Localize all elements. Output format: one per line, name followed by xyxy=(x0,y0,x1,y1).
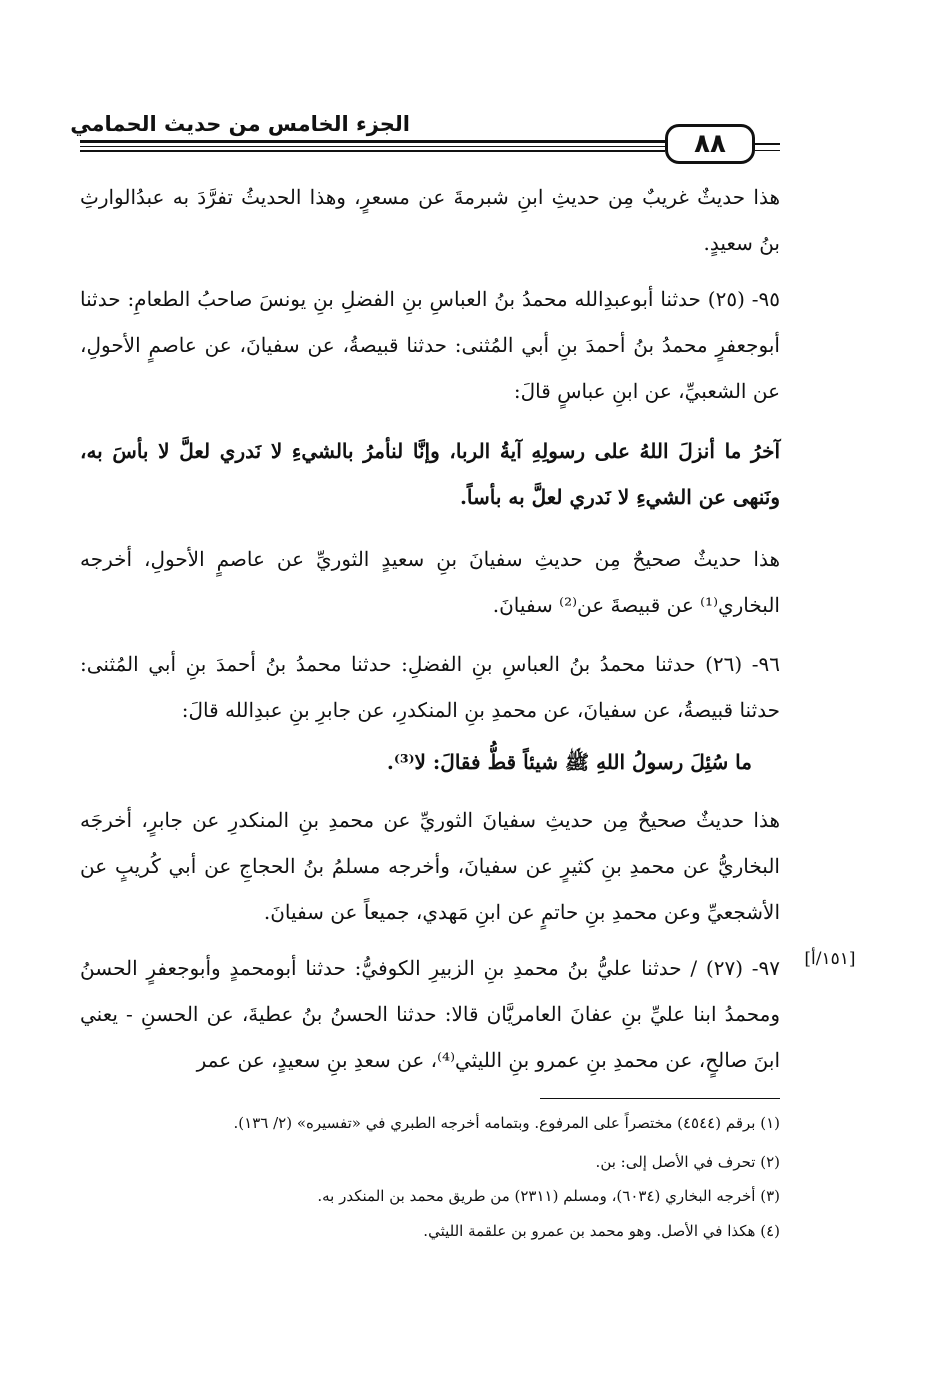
paragraph-hadith-96-chain: ٩٦- (٢٦) حدثنا محمدُ بنُ العباسِ بنِ الفضلِ: حدثنا محمدُ بنُ أحمدَ بنِ أبي المُثنى: حدثنا قبيصةُ، عن سفيانَ، عن محمدِ بنِ المنكدرِ، عن جابرِ بنِ عبدِالله قالَ: xyxy=(80,652,781,722)
footnote: (٣) أخرجه البخاري (٦٠٣٤)، ومسلم (٢٣١١) من طريق محمد بن المنكدر به. xyxy=(317,1187,780,1205)
page-number: ٨٨ xyxy=(665,124,755,164)
paragraph-hadith-96-text: ما سُئِلَ رسولُ اللهِ ﷺ شيئاً قطُّ فقالَ: لا⁽³⁾. xyxy=(386,750,752,774)
header-rule xyxy=(755,150,780,151)
header-rule xyxy=(755,143,780,145)
paragraph-commentary: هذا حديثٌ صحيحٌ مِن حديثِ سفيانَ بنِ سعيدٍ الثوريِّ عن عاصمٍ الأحولِ، أخرجه البخاري⁽¹⁾ عن قبيصةَ عن⁽²⁾ سفيانَ. xyxy=(80,547,780,617)
footnote-separator xyxy=(540,1098,780,1099)
paragraph-hadith-97-chain: ٩٧- (٢٧) / حدثنا عليُّ بنُ محمدِ بنِ الزبيرِ الكوفيُّ: حدثنا أبومحمدٍ وأبوجعفرٍ الحسنُ ومحمدُ ابنا عليِّ بنِ عفانَ العامريَّان قالا: حدثنا الحسنُ بنُ عطيةَ، عن الحسنِ - يعني ابنَ صالحٍ، عن محمدِ بنِ عمرو بنِ الليثي⁽⁴⁾، عن سعدِ بنِ سعيدٍ، عن عمر xyxy=(80,956,780,1072)
manuscript-folio-reference: [١٥١/أ] xyxy=(804,949,856,969)
header-rule xyxy=(80,140,665,143)
footnote: (١) برقم (٤٥٤٤) مختصراً على المرفوع. وبتمامه أخرجه الطبري في «تفسيره» (٢/ ١٣٦). xyxy=(233,1114,780,1132)
paragraph-hadith-95-text: آخرُ ما أنزلَ اللهُ على رسولِهِ آيةُ الربا، وإنَّا لنأمرُ بالشيءِ لا نَدري لعلَّ لا بأسَ به، ونَنهى عن الشيءِ لا نَدري لعلَّ به بأساً. xyxy=(80,439,780,509)
header-rule xyxy=(80,146,665,147)
paragraph-commentary: هذا حديثٌ صحيحٌ مِن حديثِ سفيانَ الثوريِّ عن محمدِ بنِ المنكدرِ عن جابرٍ، أخرجَه البخاريُّ عن محمدِ بنِ كثيرٍ عن سفيانَ، وأخرجه مسلمُ بنُ الحجاجِ عن أبي كُريبٍ عن الأشجعيِّ وعن محمدِ بنِ حاتمٍ عن ابنِ مَهدي، جميعاً عن سفيانَ. xyxy=(80,808,780,924)
footnote: (٤) هكذا في الأصل. وهو محمد بن عمرو بن علقمة الليثي. xyxy=(423,1222,780,1240)
paragraph-hadith-95-chain: ٩٥- (٢٥) حدثنا أبوعبدِالله محمدُ بنُ العباسِ بنِ الفضلِ بنِ يونسَ صاحبُ الطعامِ: حدثنا أبوجعفرٍ محمدُ بنُ أحمدَ بنِ أبي المُثنى: حدثنا قبيصةُ، عن سفيانَ، عن عاصمٍ الأحولِ، عن الشعبيِّ، عن ابنِ عباسٍ قالَ: xyxy=(80,287,780,403)
header-rule xyxy=(80,150,665,152)
footnote: (٢) تحرف في الأصل إلى: بن. xyxy=(595,1153,780,1171)
paragraph-commentary: هذا حديثٌ غريبٌ مِن حديثِ ابنِ شبرمةَ عن مسعرٍ، وهذا الحديثُ تفرَّدَ به عبدُالوارثِ بنُ سعيدٍ. xyxy=(80,185,780,255)
running-header-title: الجزء الخامس من حديث الحمامي xyxy=(70,112,410,136)
